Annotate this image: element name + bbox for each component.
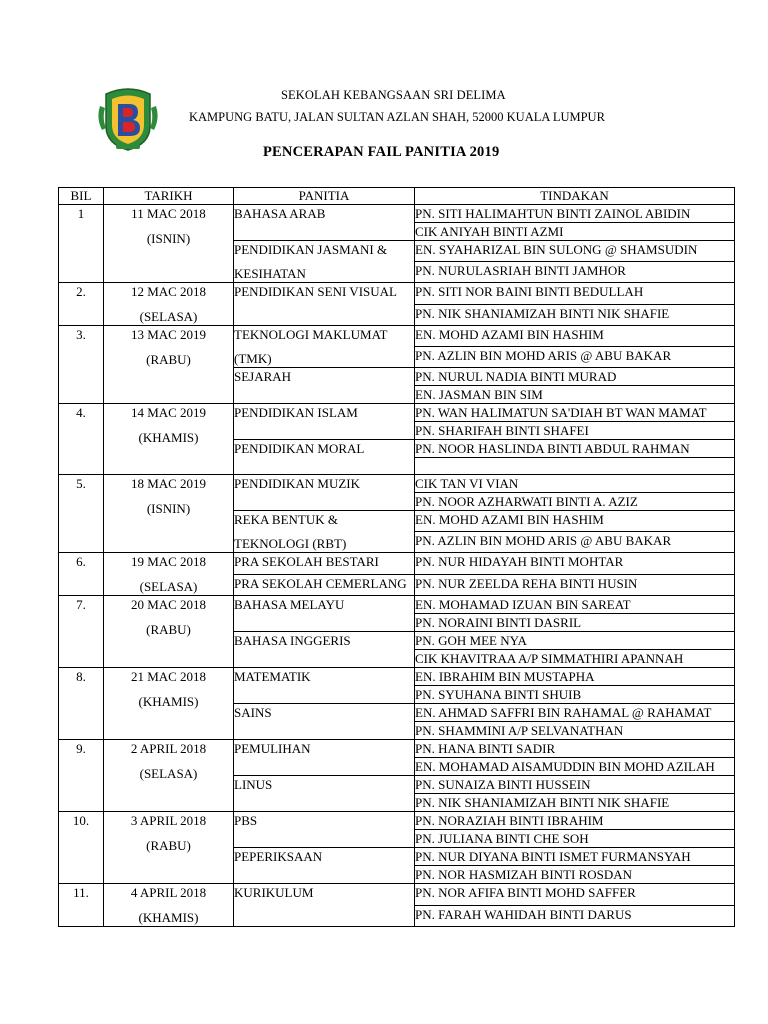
- day-text: (KHAMIS): [138, 430, 199, 445]
- date-text: 20 MAC 2018: [130, 597, 207, 612]
- date-text: 14 MAC 2019: [130, 405, 207, 420]
- subject-name: PBS: [234, 813, 258, 828]
- date-text: 2 APRIL 2018: [130, 741, 207, 756]
- subject-cell: [234, 368, 415, 404]
- row-number: 1: [59, 205, 104, 283]
- date-cell: [104, 884, 234, 927]
- staff-name: PN. NIK SHANIAMIZAH BINTI NIK SHAFIE: [415, 794, 735, 812]
- staff-name: CIK KHAVITRAA A/P SIMMATHIRI APANNAH: [415, 650, 735, 668]
- row-number: 8.: [59, 668, 104, 740]
- subject-cell: [234, 553, 415, 575]
- row-number: 10.: [59, 812, 104, 884]
- day-text: (SELASA): [139, 309, 198, 324]
- date-cell: [104, 205, 234, 283]
- subject-name: PEMULIHAN: [234, 741, 311, 756]
- header-tindakan: TINDAKAN: [415, 188, 735, 205]
- staff-name: [415, 458, 735, 475]
- staff-name: PN. NIK SHANIAMIZAH BINTI NIK SHAFIE: [415, 304, 735, 326]
- table-row: [59, 283, 735, 305]
- row-number: 5.: [59, 475, 104, 553]
- day-text: (SELASA): [139, 766, 198, 781]
- date-text: 12 MAC 2018: [130, 284, 207, 299]
- row-number: 6.: [59, 553, 104, 596]
- table-row: [59, 326, 735, 347]
- date-cell: [104, 740, 234, 812]
- date-text: 11 MAC 2018: [131, 206, 206, 221]
- staff-name: EN. MOHD AZAMI BIN HASHIM: [415, 511, 735, 532]
- staff-name: PN. NOOR HASLINDA BINTI ABDUL RAHMAN: [415, 440, 735, 458]
- header-bil: BIL: [59, 188, 104, 205]
- subject-cell: [234, 404, 415, 440]
- date-text: 13 MAC 2019: [130, 327, 207, 342]
- staff-name: PN. JULIANA BINTI CHE SOH: [415, 830, 735, 848]
- subject-cell: [234, 884, 415, 927]
- staff-name: PN. NURUL NADIA BINTI MURAD: [415, 368, 735, 386]
- row-number: 11.: [59, 884, 104, 927]
- header-panitia: PANITIA: [234, 188, 415, 205]
- subject-cell: [234, 776, 415, 812]
- subject-cell: [234, 440, 415, 475]
- staff-name: PN. HANA BINTI SADIR: [415, 740, 735, 758]
- subject-cell: [234, 205, 415, 241]
- subject-name: BAHASA ARAB: [234, 206, 326, 221]
- subject-name: SAINS: [234, 705, 272, 720]
- staff-name: PN. SITI HALIMAHTUN BINTI ZAINOL ABIDIN: [415, 205, 735, 223]
- subject-name: (TMK): [234, 351, 272, 366]
- subject-name: PENDIDIKAN MORAL: [234, 441, 365, 456]
- staff-name: EN. AHMAD SAFFRI BIN RAHAMAL @ RAHAMAT: [415, 704, 735, 722]
- day-text: (ISNIN): [146, 501, 191, 516]
- staff-name: PN. GOH MEE NYA: [415, 632, 735, 650]
- subject-name: PRA SEKOLAH CEMERLANG: [234, 575, 407, 591]
- subject-name: KESIHATAN: [234, 266, 306, 281]
- row-number: 7.: [59, 596, 104, 668]
- day-text: (KHAMIS): [138, 910, 199, 925]
- row-number: 9.: [59, 740, 104, 812]
- subject-name: SEJARAH: [234, 369, 292, 384]
- staff-name: EN. MOHAMAD AISAMUDDIN BIN MOHD AZILAH: [415, 758, 735, 776]
- staff-name: PN. NOR AFIFA BINTI MOHD SAFFER: [415, 884, 735, 906]
- date-cell: [104, 283, 234, 326]
- staff-name: PN. AZLIN BIN MOHD ARIS @ ABU BAKAR: [415, 532, 735, 553]
- table-row: [59, 812, 735, 830]
- table-row: [59, 668, 735, 686]
- staff-name: PN. SHAMMINI A/P SELVANATHAN: [415, 722, 735, 740]
- subject-name: TEKNOLOGI MAKLUMAT: [234, 327, 388, 342]
- subject-name: REKA BENTUK &: [234, 512, 338, 527]
- date-cell: [104, 404, 234, 475]
- date-text: 3 APRIL 2018: [130, 813, 207, 828]
- staff-name: PN. NUR HIDAYAH BINTI MOHTAR: [415, 553, 735, 575]
- subject-cell: [234, 668, 415, 704]
- staff-name: EN. JASMAN BIN SIM: [415, 386, 735, 404]
- subject-cell: [234, 326, 415, 368]
- staff-name: PN. SUNAIZA BINTI HUSSEIN: [415, 776, 735, 794]
- table-row: [59, 553, 735, 575]
- staff-name: EN. MOHAMAD IZUAN BIN SAREAT: [415, 596, 735, 614]
- subject-cell: [234, 574, 415, 596]
- document-title: PENCERAPAN FAIL PANITIA 2019: [263, 144, 500, 160]
- header-tarikh: TARIKH: [104, 188, 234, 205]
- subject-cell: [234, 283, 415, 326]
- day-text: (SELASA): [139, 579, 198, 594]
- date-cell: [104, 553, 234, 596]
- table-row: [59, 205, 735, 223]
- staff-name: PN. SYUHANA BINTI SHUIB: [415, 686, 735, 704]
- staff-name: PN. FARAH WAHIDAH BINTI DARUS: [415, 905, 735, 927]
- staff-name: PN. NORAZIAH BINTI IBRAHIM: [415, 812, 735, 830]
- subject-cell: [234, 848, 415, 884]
- staff-name: PN. NORAINI BINTI DASRIL: [415, 614, 735, 632]
- subject-name: PEPERIKSAAN: [234, 849, 323, 864]
- staff-name: EN. MOHD AZAMI BIN HASHIM: [415, 326, 735, 347]
- subject-name: PENDIDIKAN JASMANI &: [234, 242, 388, 257]
- staff-name: PN. NURULASRIAH BINTI JAMHOR: [415, 262, 735, 283]
- subject-name: KURIKULUM: [234, 885, 314, 900]
- day-text: (KHAMIS): [138, 694, 199, 709]
- subject-cell: [234, 812, 415, 848]
- subject-cell: [234, 511, 415, 553]
- subject-cell: [234, 704, 415, 740]
- subject-name: PRA SEKOLAH BESTARI: [234, 554, 379, 569]
- day-text: (RABU): [146, 622, 191, 637]
- date-text: 19 MAC 2018: [130, 554, 207, 569]
- staff-name: PN. NOR HASMIZAH BINTI ROSDAN: [415, 866, 735, 884]
- staff-name: PN. NUR ZEELDA REHA BINTI HUSIN: [415, 574, 735, 596]
- document-header: [0, 0, 768, 180]
- subject-cell: [234, 596, 415, 632]
- subject-cell: [234, 475, 415, 511]
- date-text: 4 APRIL 2018: [130, 885, 207, 900]
- subject-cell: [234, 632, 415, 668]
- staff-name: CIK ANIYAH BINTI AZMI: [415, 223, 735, 241]
- date-cell: [104, 668, 234, 740]
- date-cell: [104, 812, 234, 884]
- table-row: [59, 596, 735, 614]
- row-number: 4.: [59, 404, 104, 475]
- date-cell: [104, 326, 234, 404]
- school-address: KAMPUNG BATU, JALAN SULTAN AZLAN SHAH, 52000 KUALA LUMPUR: [189, 110, 605, 124]
- staff-name: EN. IBRAHIM BIN MUSTAPHA: [415, 668, 735, 686]
- staff-name: EN. SYAHARIZAL BIN SULONG @ SHAMSUDIN: [415, 241, 735, 262]
- date-cell: [104, 596, 234, 668]
- subject-name: PENDIDIKAN ISLAM: [234, 405, 358, 420]
- date-text: 18 MAC 2019: [130, 476, 207, 491]
- day-text: (RABU): [146, 352, 191, 367]
- date-cell: [104, 475, 234, 553]
- table-row: [59, 404, 735, 422]
- staff-name: PN. WAN HALIMATUN SA'DIAH BT WAN MAMAT: [415, 404, 735, 422]
- schedule-table: [58, 187, 735, 927]
- staff-name: CIK TAN VI VIAN: [415, 475, 735, 493]
- staff-name: PN. SHARIFAH BINTI SHAFEI: [415, 422, 735, 440]
- row-number: 2.: [59, 283, 104, 326]
- table-header-row: [59, 188, 735, 205]
- date-text: 21 MAC 2018: [130, 669, 207, 684]
- subject-name: MATEMATIK: [234, 669, 311, 684]
- subject-cell: [234, 740, 415, 776]
- day-text: (RABU): [146, 838, 191, 853]
- school-name: SEKOLAH KEBANGSAAN SRI DELIMA: [281, 88, 506, 102]
- staff-name: PN. NOOR AZHARWATI BINTI A. AZIZ: [415, 493, 735, 511]
- subject-name: PENDIDIKAN SENI VISUAL: [234, 284, 397, 299]
- subject-name: LINUS: [234, 777, 273, 792]
- staff-name: PN. SITI NOR BAINI BINTI BEDULLAH: [415, 283, 735, 305]
- subject-name: BAHASA INGGERIS: [234, 633, 351, 648]
- subject-name: BAHASA MELAYU: [234, 597, 345, 612]
- schedule-body: [59, 205, 735, 927]
- school-crest-logo: [96, 86, 160, 152]
- staff-name: PN. NUR DIYANA BINTI ISMET FURMANSYAH: [415, 848, 735, 866]
- subject-name: TEKNOLOGI (RBT): [234, 536, 347, 551]
- day-text: (ISNIN): [146, 231, 191, 246]
- staff-name: PN. AZLIN BIN MOHD ARIS @ ABU BAKAR: [415, 347, 735, 368]
- subject-name: PENDIDIKAN MUZIK: [234, 476, 361, 491]
- table-row: [59, 475, 735, 493]
- subject-cell: [234, 241, 415, 283]
- table-row: [59, 740, 735, 758]
- table-row: [59, 884, 735, 906]
- row-number: 3.: [59, 326, 104, 404]
